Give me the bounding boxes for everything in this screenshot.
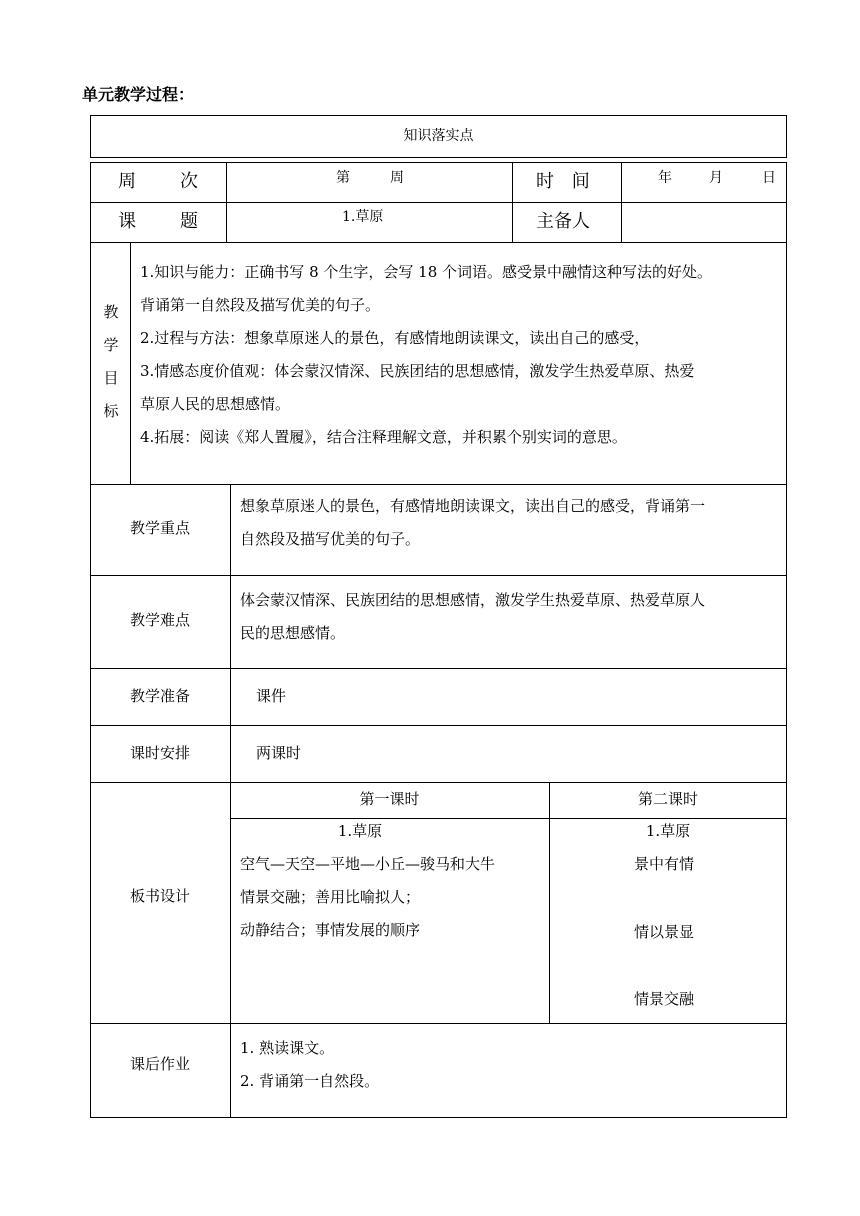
objectives-text	[140, 256, 786, 454]
board-col1-line: 动静结合；事情发展的顺序	[240, 921, 421, 939]
owner-label: 主备人	[536, 211, 590, 232]
week-value-left: 第	[336, 170, 350, 186]
homework-label: 课后作业	[129, 1055, 190, 1073]
board-col1-line: 空气—天空—平地—小丘—骏马和大牛	[240, 855, 496, 873]
preparation-value: 课件	[256, 687, 287, 705]
section-heading: 单元教学过程：	[82, 85, 195, 104]
board-col2-item: 景中有情	[634, 855, 695, 873]
preparation-label: 教学准备	[129, 687, 190, 705]
date-year: 年	[658, 170, 672, 186]
board-col1-text	[240, 848, 545, 947]
week-label-left: 周	[118, 171, 136, 192]
week-value-right: 周	[390, 170, 404, 186]
board-col2-item: 情以景显	[634, 923, 695, 941]
objective-line: 草原人民的思想感情。	[140, 395, 291, 413]
date-month: 月	[709, 170, 723, 186]
difficulties-label: 教学难点	[129, 611, 190, 629]
time-label: 时 间	[536, 171, 590, 192]
board-label: 板书设计	[129, 887, 190, 905]
topic-label-left: 课	[118, 211, 136, 232]
date-day: 日	[762, 170, 776, 186]
topic-value: 1.草原	[342, 209, 384, 225]
objectives-label-char: 标	[103, 402, 119, 420]
board-col1-line: 情景交融；善用比喻拟人；	[240, 888, 421, 906]
homework-line: 1. 熟读课文。	[240, 1039, 335, 1057]
board-col1-header: 第一课时	[359, 790, 420, 808]
objectives-label-char: 教	[103, 303, 119, 321]
key-points-line: 自然段及描写优美的句子。	[240, 530, 421, 548]
homework-text	[240, 1032, 785, 1098]
board-col1-title: 1.草原	[337, 822, 383, 840]
objective-line: 2.过程与方法：想象草原迷人的景色，有感情地朗读课文，读出自己的感受，	[140, 329, 650, 347]
difficulties-text	[240, 584, 785, 650]
key-points-text	[240, 490, 785, 556]
difficulties-line: 体会蒙汉情深、民族团结的思想感情，激发学生热爱草原、热爱草原人	[240, 591, 706, 609]
key-points-label: 教学重点	[129, 519, 190, 537]
objective-line: 3.情感态度价值观：体会蒙汉情深、民族团结的思想感情，激发学生热爱草原、热爱	[140, 362, 695, 380]
objective-line: 4.拓展：阅读《郑人置履》，结合注释理解文意，并积累个别实词的意思。	[140, 428, 627, 446]
schedule-value: 两课时	[256, 744, 302, 762]
objectives-label	[96, 296, 126, 428]
board-col2-title: 1.草原	[645, 822, 691, 840]
objective-line: 1.知识与能力：正确书写 8 个生字，会写 18 个词语。感受景中融情这种写法的好处。	[140, 263, 713, 281]
homework-line: 2. 背诵第一自然段。	[240, 1072, 380, 1090]
banner-title: 知识落实点	[403, 128, 474, 144]
board-col2-header: 第二课时	[637, 790, 698, 808]
key-points-line: 想象草原迷人的景色，有感情地朗读课文，读出自己的感受，背诵第一	[240, 497, 706, 515]
board-col2-item: 情景交融	[634, 990, 695, 1008]
difficulties-line: 民的思想感情。	[240, 624, 346, 642]
objectives-label-char: 目	[103, 369, 119, 387]
schedule-label: 课时安排	[129, 744, 190, 762]
objective-line: 背诵第一自然段及描写优美的句子。	[140, 296, 381, 314]
week-label-right: 次	[180, 171, 198, 192]
topic-label-right: 题	[180, 211, 198, 232]
objectives-label-char: 学	[103, 336, 119, 354]
